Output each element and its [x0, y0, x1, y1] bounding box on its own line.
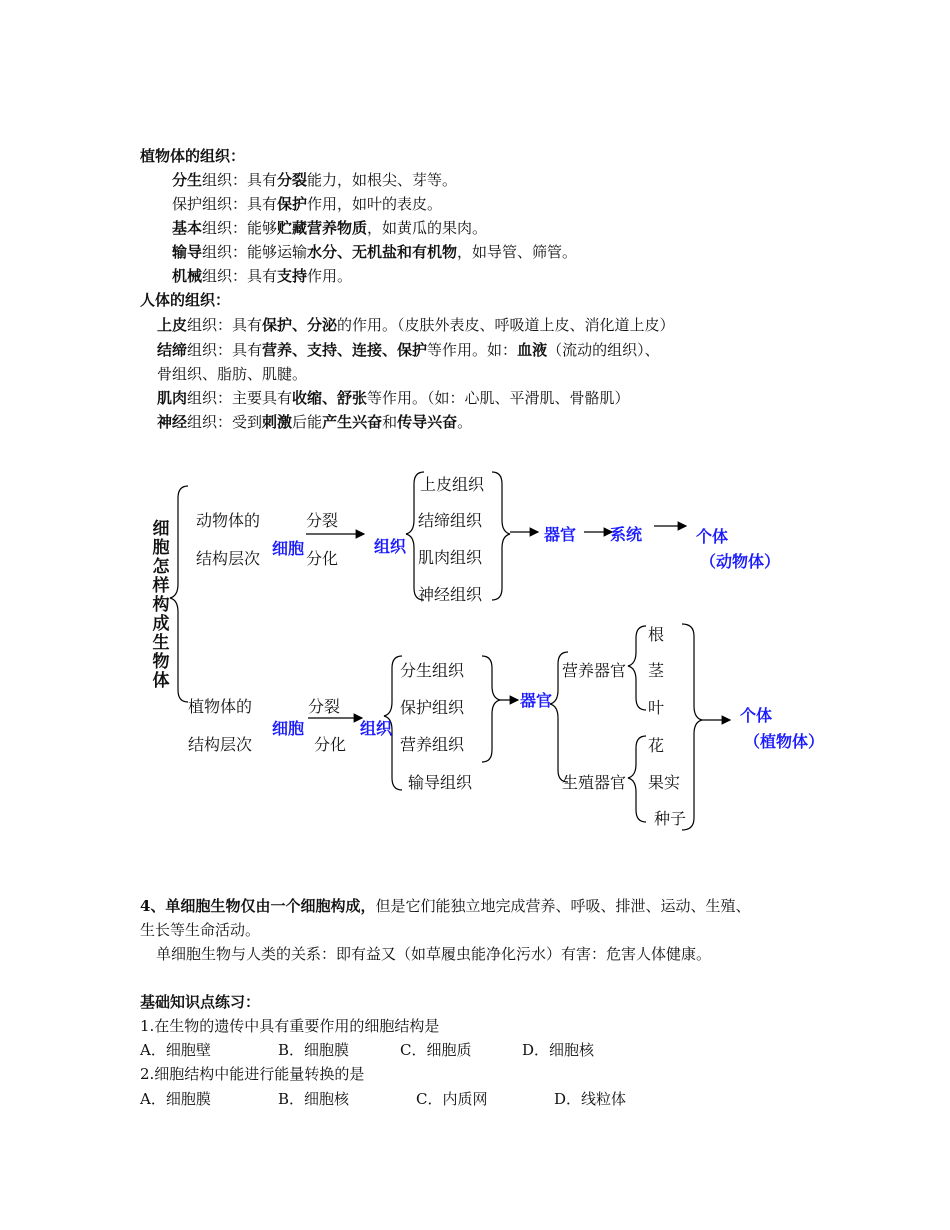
- plant-tissue-close-brace: [482, 656, 500, 762]
- section4-line2: 生长等生命活动。: [140, 921, 261, 939]
- animal-tissue-item: 神经组织: [418, 585, 483, 604]
- plant-tissue-item: 机械组织：具有支持作用。: [172, 267, 353, 285]
- human-tissue-item: 神经组织：受到刺激后能产生兴奋和传导兴奋。: [157, 413, 473, 431]
- human-tissue-item: 肌肉组织：主要具有收缩、舒张等作用。（如：心肌、平滑肌、骨骼肌）: [157, 389, 630, 407]
- diagram-vertical-title: 细胞怎样构成生物体: [152, 519, 170, 691]
- veg-organ-item: 叶: [648, 698, 665, 717]
- veg-organ-item: 茎: [648, 661, 665, 680]
- q1-option-d: D．细胞核: [522, 1041, 595, 1059]
- plant-tissue-item: 输导组织: [408, 773, 473, 792]
- plant-tissue-item: 输导组织：能够运输水分、无机盐和有机物，如导管、筛管。: [172, 243, 578, 261]
- plant-tissue-item: 营养组织: [400, 735, 465, 754]
- animal-individual-sub: （动物体）: [700, 552, 781, 571]
- q2-option-a: A．细胞膜: [140, 1090, 211, 1108]
- plant-tissue-item: 保护组织: [400, 698, 465, 717]
- human-tissue-item: 结缔组织：具有营养、支持、连接、保护等作用。如：血液（流动的组织）、: [157, 341, 660, 359]
- animal-tissue-label: 组织: [374, 537, 407, 556]
- plant-tissue-item: 分生组织：具有分裂能力，如根尖、芽等。: [172, 171, 458, 189]
- plant-tissue-heading: 植物体的组织：: [140, 147, 246, 165]
- rep-organ-label: 生殖器官: [562, 773, 627, 792]
- plant-tissue-item: 基本组织：能够贮藏营养物质，如黄瓜的果肉。: [172, 219, 488, 237]
- animal-tissue-item: 上皮组织: [420, 475, 485, 494]
- q2-option-d: D．线粒体: [554, 1090, 627, 1108]
- plant-divide-label: 分裂: [308, 697, 341, 716]
- rep-organ-item: 种子: [654, 809, 687, 828]
- animal-tissue-item: 肌肉组织: [418, 548, 483, 567]
- plant-individual-brace: [682, 624, 702, 830]
- animal-label: 结构层次: [196, 549, 261, 568]
- plant-tissue-item: 保护组织：具有保护作用，如叶的表皮。: [172, 195, 443, 213]
- animal-tissue-item: 结缔组织: [418, 511, 483, 530]
- rep-organ-item: 花: [648, 736, 665, 755]
- plant-individual-sub: （植物体）: [744, 732, 825, 751]
- q1-option-a: A．细胞壁: [140, 1041, 211, 1059]
- rep-organ-brace: [628, 736, 646, 822]
- q2-option-b: B．细胞核: [278, 1090, 350, 1108]
- plant-label: 植物体的: [188, 697, 253, 716]
- question-2: 2.细胞结构中能进行能量转换的是: [140, 1065, 365, 1083]
- q1-option-c: C．细胞质: [400, 1041, 472, 1059]
- human-tissue-item: 上皮组织：具有保护、分泌的作用。（皮肤外表皮、呼吸道上皮、消化道上皮）: [157, 316, 675, 334]
- animal-system-label: 系统: [610, 525, 643, 544]
- animal-label: 动物体的: [196, 511, 261, 530]
- practice-heading: 基础知识点练习：: [140, 993, 261, 1011]
- animal-individual-label: 个体: [696, 527, 729, 546]
- q2-option-c: C．内质网: [416, 1090, 488, 1108]
- section4-relation: 单细胞生物与人类的关系：即有益又（如草履虫能净化污水）有害：危害人体健康。: [156, 945, 712, 963]
- question-1: 1.在生物的遗传中具有重要作用的细胞结构是: [140, 1017, 440, 1035]
- human-tissue-item: 骨组织、脂肪、肌腱。: [157, 365, 308, 383]
- q1-option-b: B．细胞膜: [278, 1041, 350, 1059]
- animal-differentiate-label: 分化: [306, 549, 339, 568]
- animal-divide-label: 分裂: [306, 511, 339, 530]
- veg-organ-label: 营养器官: [562, 661, 627, 680]
- plant-cell-label: 细胞: [272, 719, 305, 738]
- section4-line1: 4、单细胞生物仅由一个细胞构成，但是它们能独立地完成营养、呼吸、排泄、运动、生殖、: [140, 897, 751, 915]
- plant-individual-label: 个体: [740, 706, 773, 725]
- plant-label: 结构层次: [188, 735, 253, 754]
- plant-differentiate-label: 分化: [314, 735, 347, 754]
- plant-tissue-item: 分生组织: [400, 661, 465, 680]
- rep-organ-item: 果实: [648, 773, 681, 792]
- veg-organ-item: 根: [648, 625, 665, 644]
- veg-organ-brace: [628, 626, 646, 710]
- main-brace: [170, 486, 188, 702]
- animal-cell-label: 细胞: [272, 539, 305, 558]
- animal-tissue-close-brace: [492, 472, 510, 600]
- plant-organ-label: 器官: [520, 691, 553, 710]
- animal-organ-label: 器官: [544, 525, 577, 544]
- human-tissue-heading: 人体的组织：: [140, 291, 231, 309]
- plant-tissue-label: 组织: [360, 719, 393, 738]
